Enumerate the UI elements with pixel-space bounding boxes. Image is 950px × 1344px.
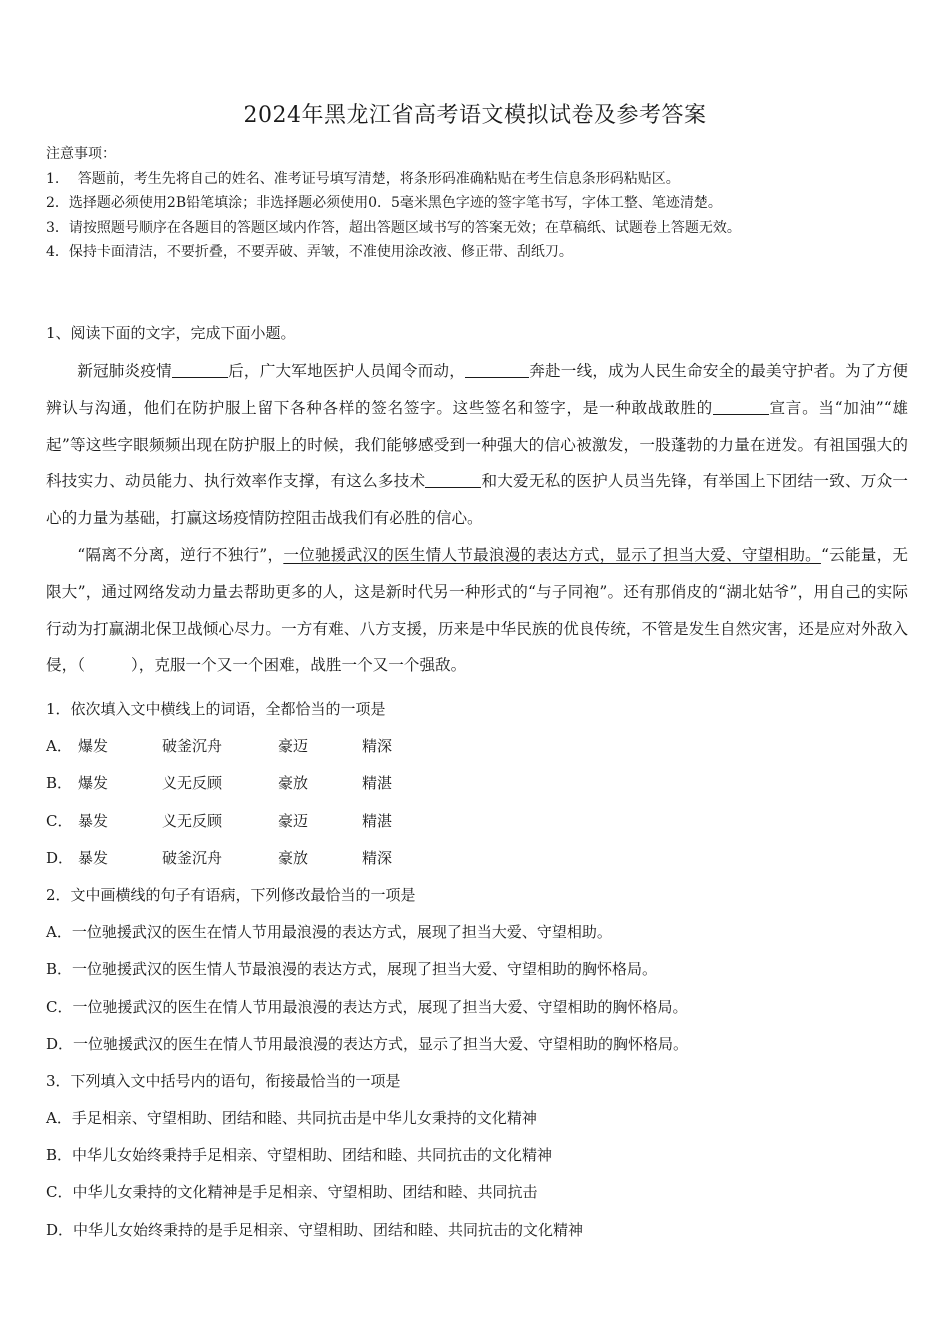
question-intro: 1、阅读下面的文字，完成下面小题。 — [46, 324, 296, 342]
notice-item: 2．选择题必须使用2B铅笔填涂；非选择题必须使用0．5毫米黑色字迹的签字笔书写，字体工整、笔迹清楚。 — [46, 195, 722, 211]
option-word: 暴发 — [78, 848, 109, 867]
option-word: 暴发 — [78, 811, 109, 830]
reading-passage — [46, 353, 908, 684]
option-word: 爆发 — [78, 774, 109, 793]
option-word: 豪放 — [278, 774, 309, 793]
passage-text: 奔赴一线，成为人民生命安全的最美守护者。为了方便辨认与沟通，他们在防护服上留下各种各样的签名签字。这些签名和签字，是一种敢战敢胜的 — [46, 362, 908, 417]
option-word: 精湛 — [362, 811, 393, 830]
sub-question-1-stem: 1．依次填入文中横线上的词语，全都恰当的一项是 — [46, 700, 386, 718]
passage-paragraph-1 — [46, 353, 908, 537]
option-row — [46, 765, 916, 802]
fill-blank-1 — [172, 361, 228, 378]
option-row: B．中华儿女始终秉持手足相亲、守望相助、团结和睦、共同抗击的文化精神 — [46, 1146, 553, 1165]
option-word: 精深 — [362, 848, 393, 867]
option-letter: B． — [46, 774, 73, 793]
option-word: 义无反顾 — [162, 774, 223, 793]
option-letter: D． — [46, 848, 74, 867]
option-row: D．一位驰援武汉的医生在情人节用最浪漫的表达方式，显示了担当大爱、守望相助的胸怀格局。 — [46, 1034, 689, 1053]
option-row — [46, 803, 916, 840]
option-word: 豪放 — [278, 848, 309, 867]
option-letter: C． — [46, 811, 73, 830]
fill-blank-2 — [465, 361, 529, 378]
option-word: 豪迈 — [278, 737, 309, 756]
fill-blank-4 — [425, 472, 481, 489]
notice-item: 1. 答题前，考生先将自己的姓名、准考证号填写清楚，将条形码准确粘贴在考生信息条形码粘贴区。 — [46, 170, 680, 187]
page-title: 2024年黑龙江省高考语文模拟试卷及参考答案 — [243, 103, 707, 128]
underlined-sentence: 一位驰援武汉的医生情人节最浪漫的表达方式，显示了担当大爱、守望相助。 — [283, 545, 821, 564]
passage-text: 后，广大军地医护人员闻令而动， — [227, 362, 465, 380]
sub-questions — [46, 691, 916, 1249]
passage-text: ），克服一个又一个困难，战胜一个又一个强敌。 — [130, 656, 467, 675]
option-word: 破釜沉舟 — [162, 737, 223, 756]
option-word: 精深 — [362, 737, 393, 756]
option-word: 爆发 — [78, 737, 109, 756]
notice-section — [46, 142, 916, 265]
passage-text: 和大爱无私的医护人员当先锋，有举国上下团结一致、万众一心的力量为基础，打赢这场疫情防控阻击战我们有必胜的信心。 — [46, 472, 908, 528]
option-letter: A． — [46, 737, 72, 756]
fill-blank-3 — [713, 398, 769, 415]
option-row — [46, 840, 916, 877]
option-row: B．一位驰援武汉的医生情人节最浪漫的表达方式，展现了担当大爱、守望相助的胸怀格局。 — [46, 960, 658, 979]
option-row: C．一位驰援武汉的医生在情人节用最浪漫的表达方式，展现了担当大爱、守望相助的胸怀格局。 — [46, 997, 688, 1016]
option-row: A．手足相亲、守望相助、团结和睦、共同抗击是中华儿女秉持的文化精神 — [46, 1109, 537, 1128]
sub-question-2-stem: 2．文中画横线的句子有语病，下列修改最恰当的一项是 — [46, 885, 416, 904]
notice-heading: 注意事项： — [46, 146, 116, 162]
option-word: 豪迈 — [278, 811, 309, 830]
passage-paragraph-2 — [46, 537, 908, 684]
passage-text: 新冠肺炎疫情 — [77, 362, 172, 380]
passage-text: “云能量，无限大”，通过网络发动力量去帮助更多的人，这是新时代另一种形式的“与子同袍”。还有那俏皮的“湖北姑爷”，用自己的实际行动为打赢湖北保卫战倾心尽力。一方有难、八方支援，历来是中华民族的优良传统，不管是发生自然灾害，还是应对外敌入侵，（ — [46, 545, 908, 675]
notice-item: 3．请按照题号顺序在各题目的答题区域内作答，超出答题区域书写的答案无效；在草稿纸、试题卷上答题无效。 — [46, 219, 741, 236]
option-row — [46, 728, 916, 765]
sub-question-3-stem: 3．下列填入文中括号内的语句，衔接最恰当的一项是 — [46, 1071, 401, 1090]
passage-text: 宣言。当“加油”“雄起”等这些字眼频频出现在防护服上的时候，我们能够感受到一种强大的信心被激发，一股蓬勃的力量在迸发。有祖国强大的科技实力、动员能力、执行效率作支撑，有这么多技术 — [46, 398, 908, 491]
option-word: 义无反顾 — [162, 811, 223, 830]
option-row: A．一位驰援武汉的医生在情人节用最浪漫的表达方式，展现了担当大爱、守望相助。 — [46, 923, 612, 942]
option-row: D．中华儿女始终秉持的是手足相亲、守望相助、团结和睦、共同抗击的文化精神 — [46, 1220, 584, 1239]
option-word: 破釜沉舟 — [162, 848, 223, 867]
option-word: 精湛 — [362, 774, 393, 793]
passage-text: “隔离不分离，逆行不独行”， — [77, 545, 284, 564]
notice-item: 4．保持卡面清洁，不要折叠，不要弄破、弄皱，不准使用涂改液、修正带、刮纸刀。 — [46, 244, 573, 260]
option-row: C．中华儿女秉持的文化精神是手足相亲、守望相助、团结和睦、共同抗击 — [46, 1183, 538, 1202]
